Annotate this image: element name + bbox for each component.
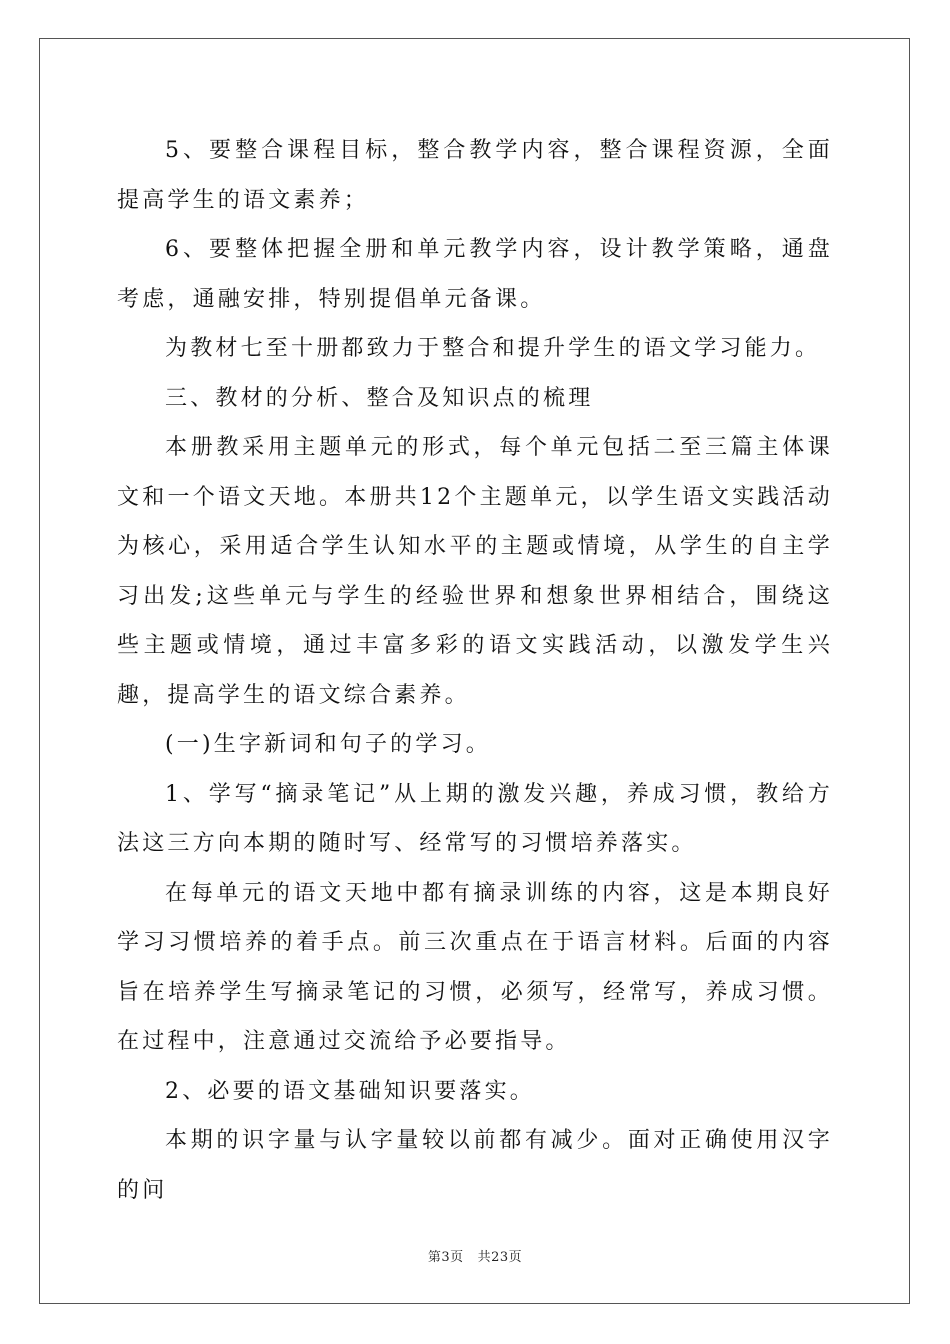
paragraph: 1、学写“摘录笔记”从上期的激发兴趣，养成习惯，教给方法这三方向本期的随时写、经常写的习惯培养落实。 — [117, 781, 833, 856]
current-page-number: 第3页 — [427, 1250, 464, 1265]
document-body — [117, 126, 833, 1215]
paragraph: 本册教采用主题单元的形式，每个单元包括二至三篇主体课文和一个语文天地。本册共12个主题单元，以学生语文实践活动为核心，采用适合学生认知水平的主题或情境，从学生的自主学习出发;这些单元与学生的经验世界和想象世界相结合，围绕这些主题或情境，通过丰富多彩的语文实践活动，以激发学生兴趣，提高学生的语文综合素养。 — [117, 435, 833, 708]
paragraph: 本期的识字量与认字量较以前都有减少。面对正确使用汉字的问 — [117, 1128, 833, 1203]
paragraph: 2、必要的语文基础知识要落实。 — [165, 1078, 535, 1104]
total-pages: 共23页 — [477, 1250, 523, 1265]
paragraph: 在每单元的语文天地中都有摘录训练的内容，这是本期良好学习习惯培养的着手点。前三次重点在于语言材料。后面的内容旨在培养学生写摘录笔记的习惯，必须写，经常写，养成习惯。在过程中，注意通过交流给予必要指导。 — [117, 880, 833, 1054]
page-footer — [0, 1246, 950, 1265]
paragraph: 6、要整体把握全册和单元教学内容，设计教学策略，通盘考虑，通融安排，特别提倡单元备课。 — [117, 237, 833, 312]
subsection-heading: (一)生字新词和句子的学习。 — [165, 732, 491, 757]
paragraph: 5、要整合课程目标，整合教学内容，整合课程资源，全面提高学生的语文素养； — [117, 138, 833, 213]
section-heading: 三、教材的分析、整合及知识点的梳理 — [165, 385, 594, 411]
paragraph: 为教材七至十册都致力于整合和提升学生的语文学习能力。 — [165, 336, 821, 361]
